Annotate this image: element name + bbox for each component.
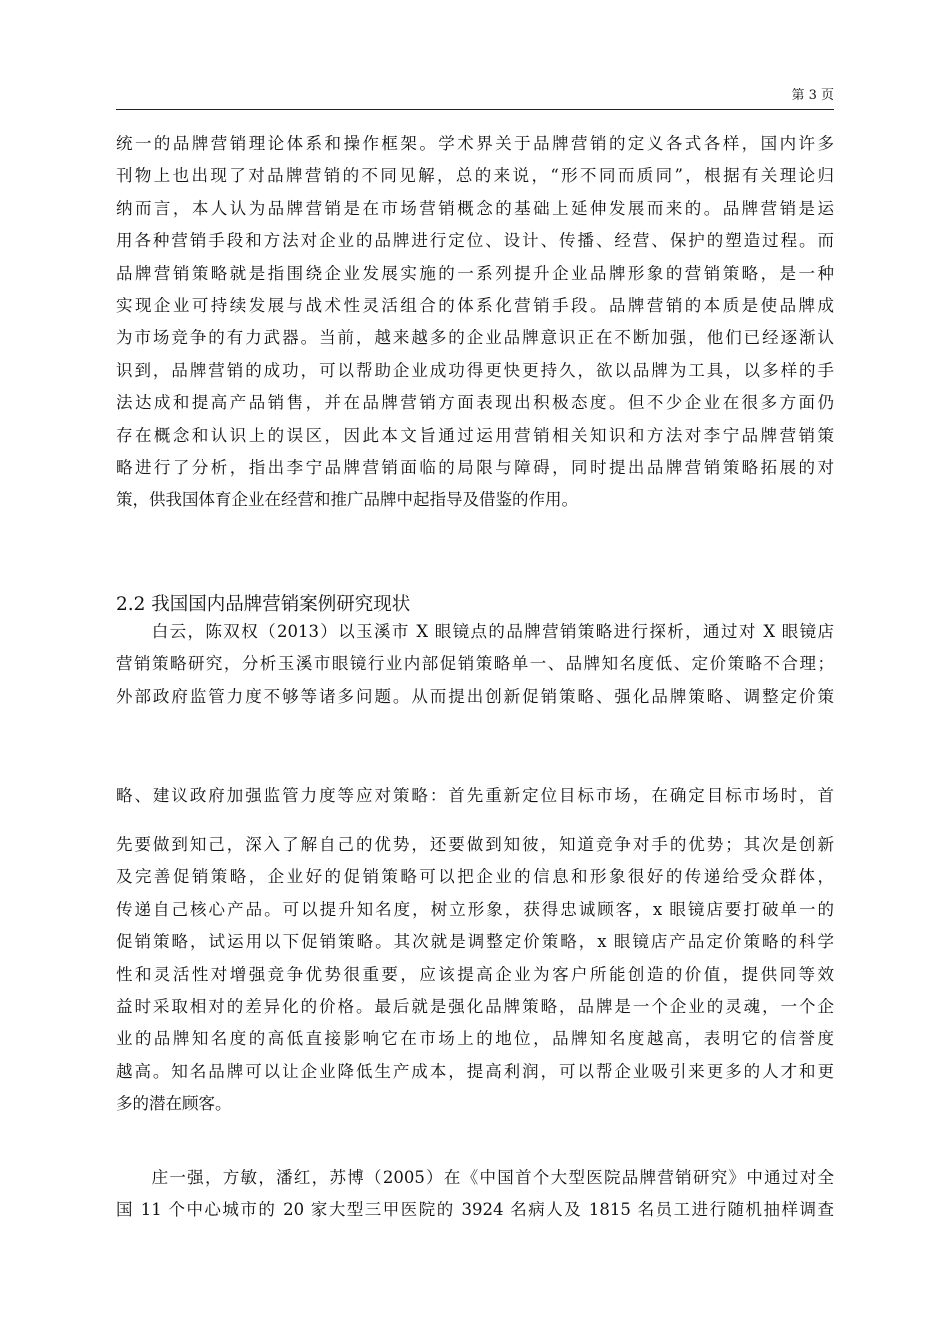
body-paragraph-2 [116,616,834,713]
section-heading: 2.2 我国国内品牌营销案例研究现状 [116,594,411,615]
text-line: 纳而言，本人认为品牌营销是在市场营销概念的基础上延伸发展而来的。品牌营销是运 [116,198,834,218]
text-line: 国 11 个中心城市的 20 家大型三甲医院的 3924 名病人及 1815 名员工进行随机抽样调查 [116,1200,834,1220]
text-line: 多的潜在顾客。 [116,1094,232,1114]
text-line: 传递自己核心产品。可以提升知名度，树立形象，获得忠诚顾客，x 眼镜店要打破单一的 [116,899,834,919]
text-line: 庄一强，方敏，潘红，苏博（2005）在《中国首个大型医院品牌营销研究》中通过对全 [116,1168,834,1187]
text-line: 越高。知名品牌可以让企业降低生产成本，提高利润，可以帮企业吸引来更多的人才和更 [116,1061,834,1081]
text-line: 识到，品牌营销的成功，可以帮助企业成功得更快更持久，欲以品牌为工具，以多样的手 [116,360,834,380]
body-paragraph-1 [116,128,834,517]
body-paragraph-2-remainder [116,829,834,1121]
text-line: 统一的品牌营销理论体系和操作框架。学术界关于品牌营销的定义各式各样，国内许多 [116,134,834,153]
text-line: 业的品牌知名度的高低直接影响它在市场上的地位，品牌知名度越高，表明它的信誉度 [116,1029,834,1049]
text-line: 营销策略研究，分析玉溪市眼镜行业内部促销策略单一、品牌知名度低、定价策略不合理； [116,654,834,674]
header-divider [116,109,834,110]
page-header [116,86,834,110]
text-line: 刊物上也出现了对品牌营销的不同见解，总的来说，“形不同而质同”，根据有关理论归 [116,166,834,186]
page-number: 第 3 页 [791,88,834,103]
text-line: 先要做到知己，深入了解自己的优势，还要做到知彼，知道竞争对手的优势；其次是创新 [116,835,834,854]
text-line: 促销策略，试运用以下促销策略。其次就是调整定价策略，x 眼镜店产品定价策略的科学 [116,932,834,952]
text-line: 外部政府监管力度不够等诸多问题。从而提出创新促销策略、强化品牌策略、调整定价策 [116,686,834,706]
text-line: 实现企业可持续发展与战术性灵活组合的体系化营销手段。品牌营销的本质是使品牌成 [116,295,834,315]
text-line: 存在概念和认识上的误区，因此本文旨通过运用营销相关知识和方法对李宁品牌营销策 [116,425,834,445]
text-line: 性和灵活性对增强竞争优势很重要，应该提高企业为客户所能创造的价值，提供同等效 [116,964,834,984]
text-line: 及完善促销策略，企业好的促销策略可以把企业的信息和形象很好的传递给受众群体， [116,867,834,887]
text-line: 略进行了分析，指出李宁品牌营销面临的局限与障碍，同时提出品牌营销策略拓展的对 [116,457,834,477]
body-paragraph-3 [116,1162,834,1227]
text-line: 略、建议政府加强监管力度等应对策略：首先重新定位目标市场，在确定目标市场时，首 [116,786,834,805]
text-line: 法达成和提高产品销售，并在品牌营销方面表现出积极态度。但不少企业在很多方面仍 [116,393,834,413]
text-line: 策，供我国体育企业在经营和推广品牌中起指导及借鉴的作用。 [116,490,578,510]
text-line: 品牌营销策略就是指围绕企业发展实施的一系列提升企业品牌形象的营销策略，是一种 [116,263,834,283]
text-line: 用各种营销手段和方法对企业的品牌进行定位、设计、传播、经营、保护的塑造过程。而 [116,231,834,251]
body-paragraph-2-continued [116,780,834,812]
text-line: 为市场竞争的有力武器。当前，越来越多的企业品牌意识正在不断加强，他们已经逐渐认 [116,328,834,348]
text-line: 益时采取相对的差异化的价格。最后就是强化品牌策略，品牌是一个企业的灵魂，一个企 [116,996,834,1016]
text-line: 白云，陈双权（2013）以玉溪市 X 眼镜点的品牌营销策略进行探析，通过对 X 眼镜店 [116,622,834,641]
